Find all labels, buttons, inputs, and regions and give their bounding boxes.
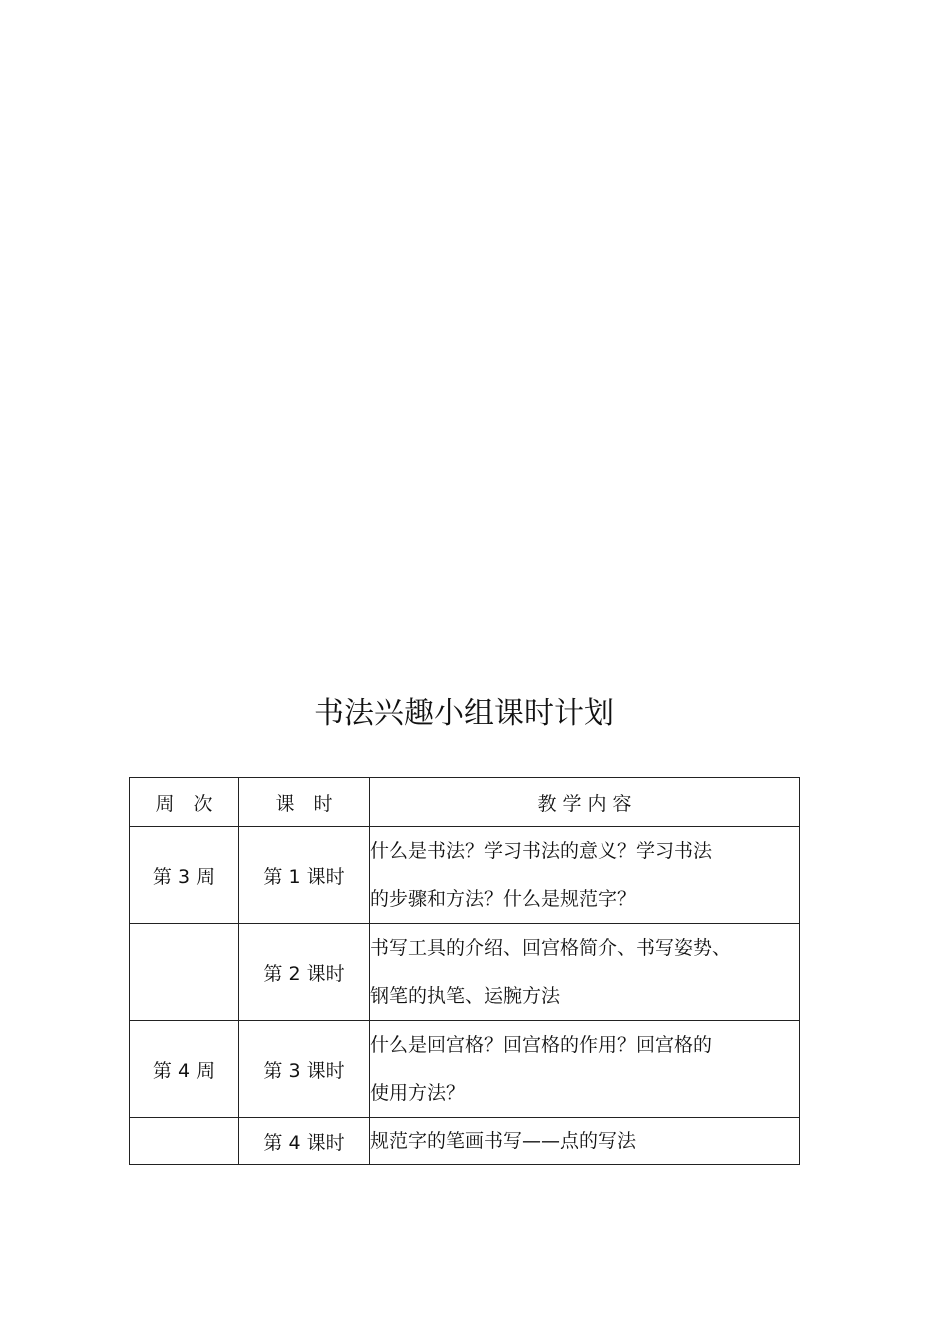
content-cell <box>370 1118 800 1165</box>
week-cell: 第 3 周 <box>130 827 239 924</box>
header-content: 教 学 内 容 <box>370 778 800 827</box>
content-line: 什么是回宫格？回宫格的作用？回宫格的 <box>370 1034 713 1056</box>
page-title: 书法兴趣小组课时计划 <box>314 696 614 731</box>
content-line: 规范字的笔画书写——点的写法 <box>370 1130 637 1152</box>
header-lesson: 课 时 <box>239 778 370 827</box>
table-row <box>130 1118 800 1165</box>
table-row <box>130 1021 800 1118</box>
lesson-plan-table <box>129 777 800 1165</box>
lesson-cell: 第 2 课时 <box>239 924 370 1021</box>
content-line: 钢笔的执笔、运腕方法 <box>370 985 561 1007</box>
content-line: 使用方法？ <box>370 1082 466 1104</box>
content-line: 的步骤和方法？什么是规范字？ <box>370 888 637 910</box>
content-cell <box>370 924 800 1021</box>
content-cell <box>370 1021 800 1118</box>
week-cell <box>130 924 239 1021</box>
header-week: 周 次 <box>130 778 239 827</box>
table-row <box>130 827 800 924</box>
lesson-cell: 第 3 课时 <box>239 1021 370 1118</box>
content-line: 什么是书法？学习书法的意义？学习书法 <box>370 840 713 862</box>
week-cell: 第 4 周 <box>130 1021 239 1118</box>
table-header-row <box>130 778 800 827</box>
week-cell <box>130 1118 239 1165</box>
lesson-cell: 第 4 课时 <box>239 1118 370 1165</box>
content-line: 书写工具的介绍、回宫格简介、书写姿势、 <box>370 937 732 959</box>
table-row <box>130 924 800 1021</box>
lesson-cell: 第 1 课时 <box>239 827 370 924</box>
content-cell <box>370 827 800 924</box>
